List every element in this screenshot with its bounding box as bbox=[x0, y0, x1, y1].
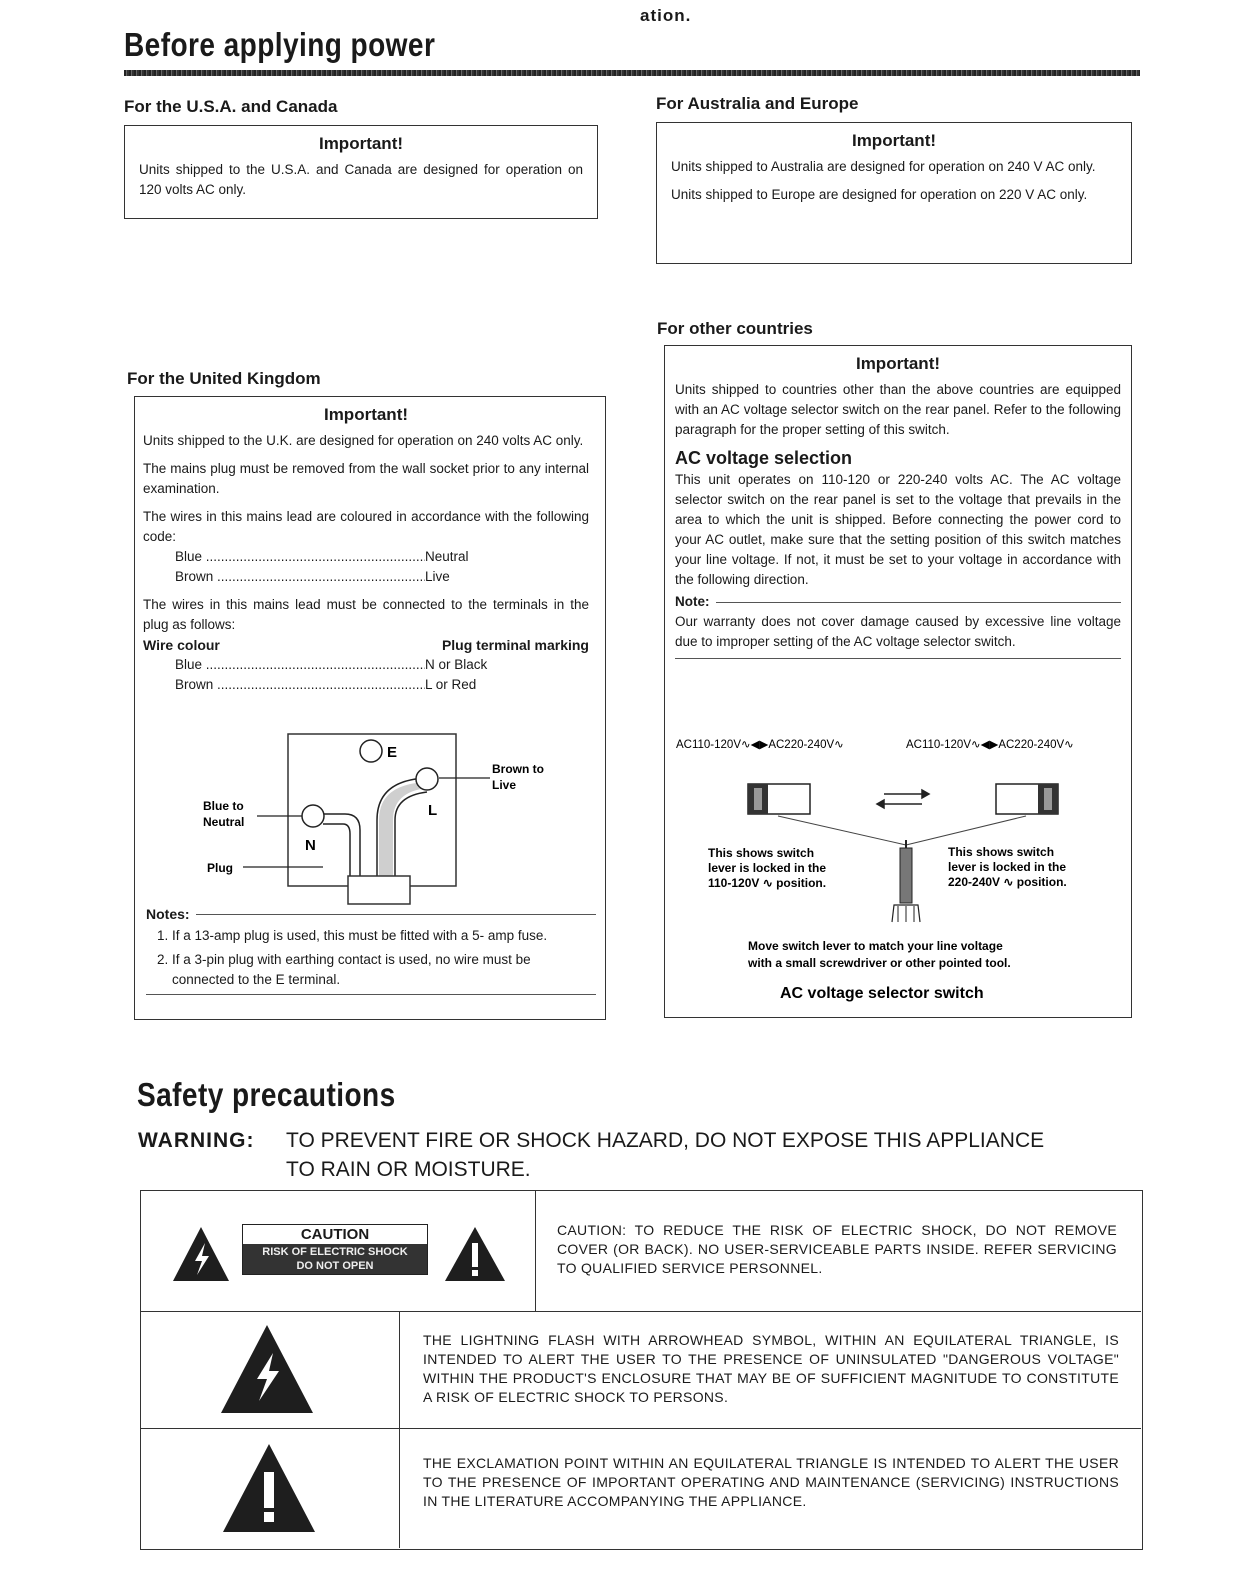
caution-sub bbox=[243, 1244, 427, 1274]
safety-row-2 bbox=[141, 1311, 1141, 1429]
note-item: 1. If a 13-amp plug is used, this must be fitted with a 5- amp fuse. bbox=[172, 926, 596, 946]
terminal-marking: N or Black bbox=[425, 657, 488, 672]
aus-heading: For Australia and Europe bbox=[656, 94, 859, 113]
other-text: Units shipped to countries other than the above countries are equipped with an AC voltage selector switch on the rear panel. Refer to the following paragraph for the proper setting of this switch. bbox=[675, 382, 1121, 437]
title-rule bbox=[124, 70, 1140, 76]
n-label: N bbox=[305, 837, 316, 854]
caution-sub1: RISK OF ELECTRIC SHOCK bbox=[262, 1246, 408, 1258]
code-colour: Brown ..... bbox=[175, 567, 425, 587]
safety-title: Safety precautions bbox=[137, 1076, 396, 1113]
uk-p2: The mains plug must be removed from the wall socket prior to any internal examination. bbox=[143, 461, 589, 496]
live-terminal bbox=[416, 768, 438, 790]
usa-text: Units shipped to the U.S.A. and Canada are designed for operation on 120 volts AC only. bbox=[139, 162, 583, 197]
aus-text-2: Units shipped to Europe are designed for operation on 220 V AC only. bbox=[671, 187, 1088, 202]
other-important: Important! bbox=[855, 354, 941, 373]
ac-selector-diagram bbox=[666, 730, 1130, 1010]
terminal-row bbox=[143, 655, 589, 675]
uk-important: Important! bbox=[323, 405, 409, 424]
aus-text-1: Units shipped to Australia are designed for operation on 240 V AC only. bbox=[671, 159, 1096, 174]
terminal-colour: Blue ..... bbox=[175, 655, 425, 675]
wire-colour-head: Wire colour bbox=[143, 637, 220, 653]
caution-word: CAUTION bbox=[243, 1225, 427, 1244]
move-text: Move switch lever to match your line voltage with a small screwdriver or other pointed tool. bbox=[748, 939, 1011, 970]
switch-label-right: AC110-120V∿◀▶AC220-240V∿ bbox=[906, 739, 1074, 751]
neutral-label: Neutral bbox=[203, 815, 245, 829]
brown-to-label: Brown to bbox=[492, 762, 544, 776]
top-fragment: ation. bbox=[640, 6, 692, 25]
warning bbox=[138, 1126, 1158, 1184]
exclamation-text: THE EXCLAMATION POINT WITHIN AN EQUILATERAL TRIANGLE IS INTENDED TO ALERT THE USER TO THE PRESENCE OF IMPORTANT OPERATING AND MAINTENANCE (SERVICING) INSTRUCTIONS IN THE LITERATURE ACCOMPANYING THE APPLIANCE. bbox=[423, 1455, 1119, 1509]
note-text: Our warranty does not cover damage caused by excessive line voltage due to improper setting of the AC voltage selector switch. bbox=[675, 614, 1121, 649]
selector-caption: AC voltage selector switch bbox=[780, 985, 984, 1002]
caution-label bbox=[242, 1224, 428, 1275]
exclamation-cell bbox=[141, 1428, 400, 1548]
ac-voltage-selection-title: AC voltage selection bbox=[675, 448, 853, 468]
notes-title-text: Notes: bbox=[146, 906, 190, 922]
code-row bbox=[143, 567, 589, 587]
uk-p4: The wires in this mains lead must be connected to the terminals in the plug as follows: bbox=[143, 597, 589, 632]
plug-wiring-diagram bbox=[195, 730, 575, 908]
note-item: 2. If a 3-pin plug with earthing contact is used, no wire must be connected to the E terminal. bbox=[172, 950, 596, 990]
exclamation-triangle-icon bbox=[443, 1225, 507, 1283]
lightning-triangle-icon bbox=[219, 1323, 315, 1415]
caution-sub2: DO NOT OPEN bbox=[296, 1260, 374, 1272]
notes-title bbox=[146, 904, 596, 924]
warning-line1: TO PREVENT FIRE OR SHOCK HAZARD, DO NOT EXPOSE THIS APPLIANCE bbox=[286, 1129, 1045, 1152]
plug-label: Plug bbox=[207, 861, 233, 875]
uk-p1: Units shipped to the U.K. are designed for operation on 240 volts AC only. bbox=[143, 433, 584, 448]
blue-to-label: Blue to bbox=[203, 799, 244, 813]
code-meaning: Neutral bbox=[425, 549, 469, 564]
note-title bbox=[675, 592, 1121, 612]
e-label: E bbox=[387, 744, 398, 761]
safety-row-3 bbox=[141, 1428, 1141, 1548]
notes-list bbox=[146, 926, 596, 990]
aus-important: Important! bbox=[851, 131, 937, 150]
terminal-row bbox=[143, 675, 589, 695]
before-applying-power-title: Before applying power bbox=[124, 26, 436, 63]
left-caption: This shows switch lever is locked in the 110-120V ∿ position. bbox=[708, 846, 827, 890]
earth-terminal bbox=[360, 740, 382, 762]
lightning-triangle-icon bbox=[171, 1225, 231, 1283]
switch-label-left: AC110-120V∿◀▶AC220-240V∿ bbox=[676, 739, 844, 751]
lightning-cell bbox=[141, 1311, 400, 1428]
ac-voltage-text: This unit operates on 110-120 or 220-240 volts AC. The AC voltage selector switch on the rear panel is set to the voltage that prevails in the area to which the unit is shipped. Before connecting the power cord to your AC outlet, make sure that the setting position of this switch matches your line voltage. If not, it must be set to your voltage in accordance with the following direction. bbox=[675, 472, 1121, 587]
safety-row-1 bbox=[141, 1191, 1141, 1312]
caution-text: CAUTION: TO REDUCE THE RISK OF ELECTRIC SHOCK, DO NOT REMOVE COVER (OR BACK). NO USER-SERVICEABLE PARTS INSIDE. REFER SERVICING TO QUALIFIED SERVICE PERSONNEL. bbox=[557, 1222, 1117, 1276]
live-label: Live bbox=[492, 778, 517, 792]
other-heading: For other countries bbox=[657, 319, 813, 338]
warning-line bbox=[138, 1126, 1158, 1155]
uk-heading: For the United Kingdom bbox=[127, 369, 321, 388]
right-caption: This shows switch lever is locked in the 220-240V ∿ position. bbox=[948, 845, 1067, 889]
plug-marking-head: Plug terminal marking bbox=[441, 637, 589, 653]
uk-notes bbox=[146, 904, 596, 995]
switch-right bbox=[996, 784, 1058, 814]
code-colour: Blue ..... bbox=[175, 547, 425, 567]
cable-grip bbox=[348, 876, 410, 904]
lightning-text: THE LIGHTNING FLASH WITH ARROWHEAD SYMBOL, WITHIN AN EQUILATERAL TRIANGLE, IS INTENDED TO ALERT THE USER TO THE PRESENCE OF UNINSULATED "DANGEROUS VOLTAGE" WITHIN THE PRODUCT'S ENCLOSURE THAT MAY BE OF SUFFICIENT MAGNITUDE TO CONSTITUTE A RISK OF ELECTRIC SHOCK TO PERSONS. bbox=[423, 1332, 1119, 1405]
brown-wire bbox=[379, 782, 427, 876]
usa-important: Important! bbox=[318, 134, 404, 153]
warning-line2: TO RAIN OR MOISTURE. bbox=[286, 1158, 531, 1181]
code-meaning: Live bbox=[425, 569, 450, 584]
warning-label: WARNING: bbox=[138, 1129, 255, 1152]
neutral-terminal bbox=[302, 805, 324, 827]
usa-heading: For the U.S.A. and Canada bbox=[124, 97, 338, 116]
screwdriver-icon bbox=[892, 840, 920, 922]
exclamation-triangle-icon bbox=[221, 1442, 317, 1534]
terminal-colour: Brown ..... bbox=[175, 675, 425, 695]
wire-colour-header bbox=[143, 635, 589, 655]
uk-p3: The wires in this mains lead are coloured in accordance with the following code: bbox=[143, 509, 589, 544]
caution-cell bbox=[141, 1191, 536, 1311]
note-rule bbox=[675, 658, 1121, 659]
code-row bbox=[143, 547, 589, 567]
swap-arrows-icon bbox=[877, 790, 929, 808]
note-title-text: Note: bbox=[675, 594, 710, 609]
switch-left bbox=[748, 784, 810, 814]
usa-box bbox=[124, 125, 598, 219]
safety-table bbox=[140, 1190, 1143, 1550]
terminal-marking: L or Red bbox=[425, 677, 477, 692]
l-label: L bbox=[428, 802, 438, 819]
notes-rule bbox=[146, 994, 596, 995]
aus-box bbox=[656, 122, 1132, 264]
